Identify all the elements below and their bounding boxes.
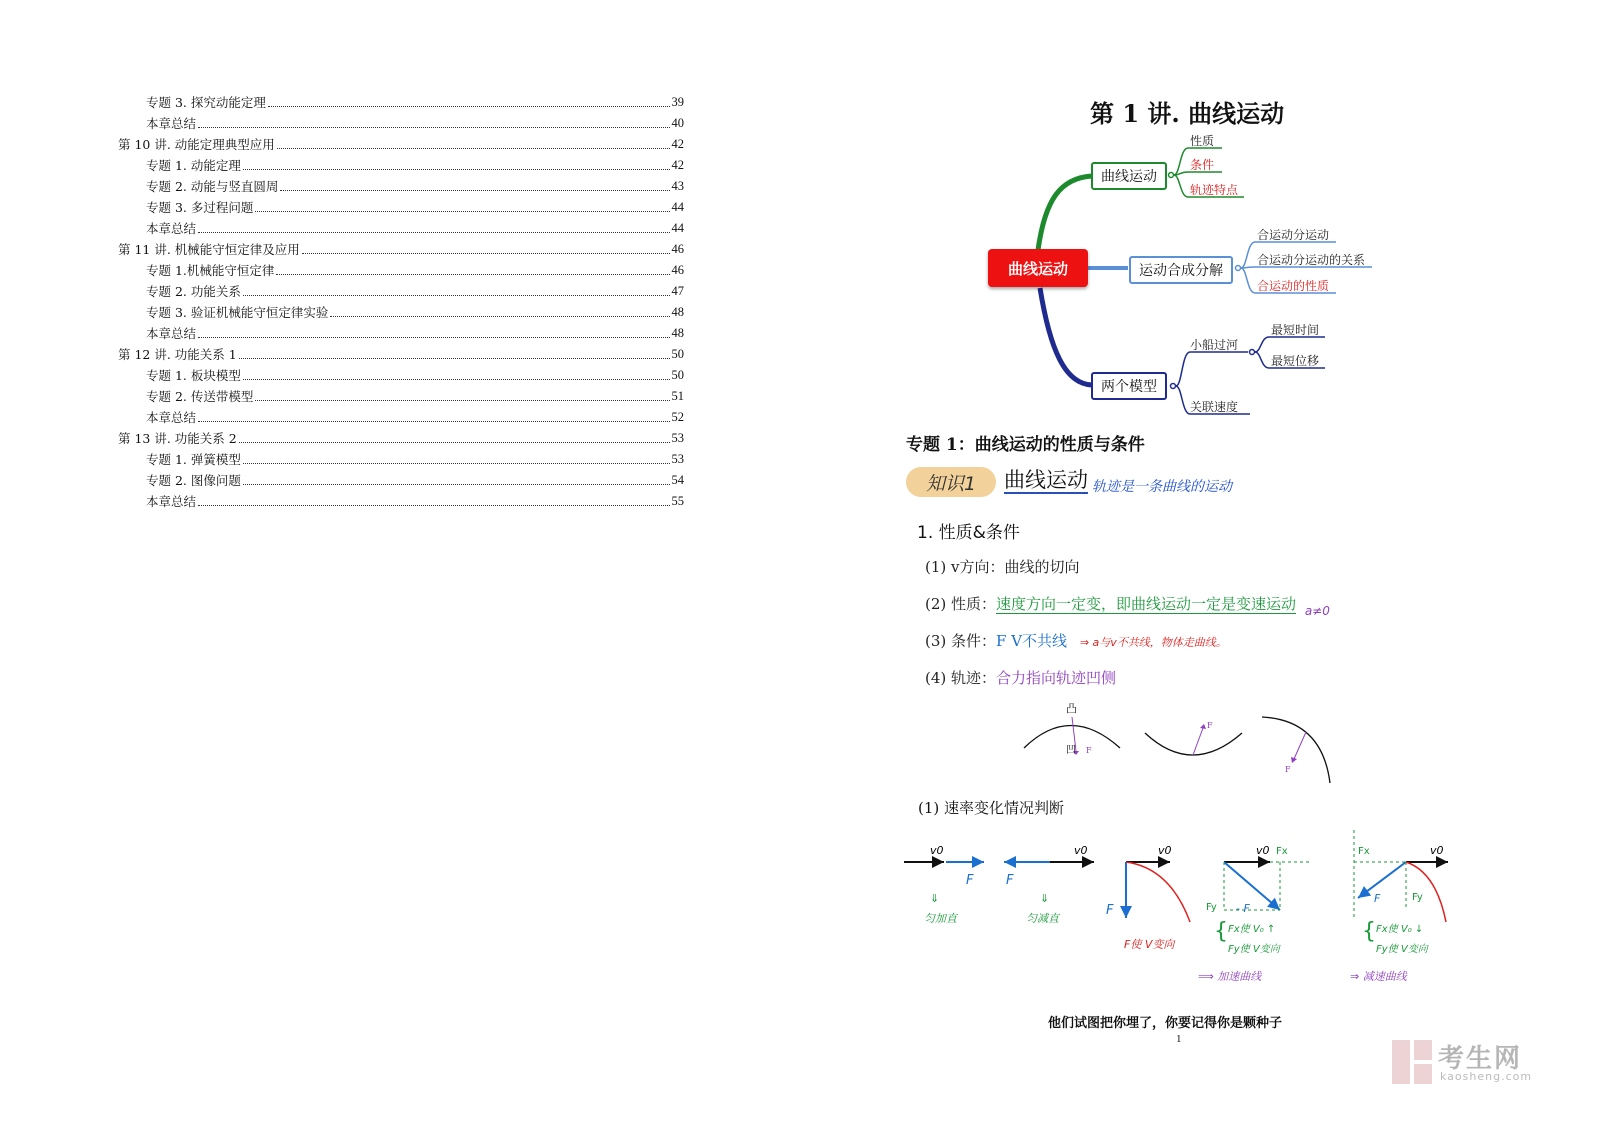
item-label: (2) 性质： — [925, 595, 997, 613]
speed-caption: (1) 速率变化情况判断 — [918, 799, 1065, 817]
toc-entry-title: 第 13 讲. 功能关系 2 — [118, 431, 237, 446]
toc-entry-page: 54 — [671, 473, 684, 487]
d5-F: F — [1374, 892, 1381, 905]
item-trajectory — [925, 667, 1116, 688]
connector-branch1 — [1038, 176, 1092, 250]
toc-entry-page: 42 — [671, 158, 684, 172]
mindmap-branch-models: 两个模型 — [1091, 372, 1167, 400]
toc-entry-page: 50 — [671, 368, 684, 382]
svg-text:⇓: ⇓ — [930, 892, 940, 905]
toc-entry-title: 本章总结 — [146, 494, 197, 509]
d5-v0: v0 — [1430, 844, 1444, 857]
toc-entry-title: 专题 1.机械能守恒定律 — [146, 263, 275, 278]
d1-note: 匀加直 — [924, 912, 957, 925]
leaf-shortest-time: 最短时间 — [1271, 323, 1320, 337]
speed-change-diagrams — [900, 830, 1460, 1005]
toc-entry-page: 52 — [671, 410, 684, 424]
force-label-3: F — [1285, 765, 1291, 774]
toc-entry-page: 50 — [671, 347, 684, 361]
item-label: (4) 轨迹： — [925, 669, 997, 687]
force-label-1: F — [1086, 746, 1092, 755]
toc-entry-title: 本章总结 — [146, 326, 197, 341]
leaf-shortest-displacement: 最短位移 — [1271, 354, 1320, 368]
d4-Fx: Fx — [1276, 846, 1288, 857]
d5-result: ⇒ 减速曲线 — [1350, 970, 1407, 983]
item-text: 曲线的切向 — [1004, 558, 1080, 576]
toc-entry-page: 46 — [671, 263, 684, 277]
toc-entry-page: 46 — [671, 242, 684, 256]
convex-label: 凸 — [1066, 702, 1077, 715]
item-note: ⇒ a与v不共线，物体走曲线。 — [1079, 636, 1227, 649]
toc-entry-page: 42 — [671, 137, 684, 151]
force-label-2: F — [1207, 721, 1213, 730]
knowledge-pill: 知识1 — [906, 467, 996, 497]
toc-entry-title: 专题 2. 动能与竖直圆周 — [146, 179, 279, 194]
curve-force-sketches — [1010, 695, 1350, 790]
leaf-boat-crossing: 小船过河 — [1190, 338, 1239, 352]
d4-note2: Fy使 V变向 — [1228, 944, 1280, 955]
svg-text:{: { — [1362, 919, 1376, 944]
toc-entry-title: 专题 2. 传送带模型 — [146, 389, 254, 404]
svg-text:{: { — [1214, 919, 1228, 944]
mindmap-root: 曲线运动 — [988, 249, 1088, 287]
d4-minusF: - F — [1236, 902, 1250, 915]
toc-entry-title: 本章总结 — [146, 221, 197, 236]
toc-entry-title: 专题 3. 验证机械能守恒定律实验 — [146, 305, 329, 320]
leaf-related-velocity: 关联速度 — [1190, 400, 1239, 414]
d3-note: F使 V变向 — [1124, 938, 1175, 951]
watermark-subtext: kaosheng.com — [1440, 1070, 1533, 1083]
toc-entry-page: 39 — [671, 95, 684, 109]
d4-result: ⟹ 加速曲线 — [1198, 970, 1262, 983]
d1-v0: v0 — [930, 844, 944, 857]
item-text: F V不共线 — [996, 632, 1068, 650]
toc-entry-title: 专题 2. 图像问题 — [146, 473, 241, 488]
d1-F: F — [966, 873, 974, 888]
leaf-trajectory: 轨迹特点 — [1190, 183, 1239, 197]
d4-Fy: Fy — [1206, 902, 1217, 913]
toc-entry-page: 48 — [671, 305, 684, 319]
toc-entry-title: 本章总结 — [146, 410, 197, 425]
d3-F: F — [1106, 903, 1114, 918]
d4-note1: Fx使 V₀ ↑ — [1228, 924, 1276, 935]
d2-v0: v0 — [1074, 844, 1088, 857]
toc-entry-title: 第 12 讲. 功能关系 1 — [118, 347, 237, 362]
toc-entry-page: 44 — [671, 221, 684, 235]
leaf-composite-nature: 合运动的性质 — [1257, 279, 1330, 293]
item-text: 合力指向轨迹凹侧 — [996, 669, 1117, 687]
item-label: (3) 条件： — [925, 632, 997, 650]
toc-entry-page: 44 — [671, 200, 684, 214]
toc-entry-page: 48 — [671, 326, 684, 340]
knowledge-title: 曲线运动 — [1004, 468, 1088, 492]
d3-v0: v0 — [1158, 844, 1172, 857]
toc-entry-page: 53 — [671, 431, 684, 445]
mindmap-branch-composition: 运动合成分解 — [1129, 256, 1233, 284]
toc-entry-page: 55 — [671, 494, 684, 508]
d5-note1: Fx使 V₀ ↓ — [1376, 924, 1424, 935]
toc-entry-title: 专题 1. 板块模型 — [146, 368, 241, 383]
item-text: 速度方向一定变，即曲线运动一定是变速运动 — [996, 595, 1297, 613]
item-condition — [925, 630, 1227, 651]
toc-entry-page: 51 — [671, 389, 684, 403]
item-label: (1) v方向： — [925, 558, 1005, 576]
toc-entry-page: 53 — [671, 452, 684, 466]
d2-note: 匀减直 — [1026, 912, 1059, 925]
mindmap-branch-curve-motion: 曲线运动 — [1091, 162, 1167, 190]
leaf-composite-relation: 合运动分运动的关系 — [1257, 253, 1366, 267]
page-number: 1 — [1176, 1033, 1182, 1045]
svg-text:⇓: ⇓ — [1040, 892, 1050, 905]
motto: 他们试图把你埋了，你要记得你是颗种子 — [1048, 1016, 1283, 1031]
toc-entry-title: 本章总结 — [146, 116, 197, 131]
connector-branch3 — [1040, 288, 1092, 385]
knowledge-handwritten-note: 轨迹是一条曲线的运动 — [1092, 479, 1232, 495]
toc-entry-title: 专题 2. 功能关系 — [146, 284, 241, 299]
leaf-property: 性质 — [1190, 134, 1215, 148]
toc-entry-title: 专题 3. 多过程问题 — [146, 200, 254, 215]
d4-v0: v0 — [1256, 844, 1270, 857]
d5-Fx: Fx — [1358, 846, 1370, 857]
item-note: a≠0 — [1304, 604, 1330, 618]
toc-entry-page: 40 — [671, 116, 684, 130]
toc-entry-title: 第 11 讲. 机械能守恒定律及应用 — [118, 242, 300, 257]
sub-heading: 1. 性质&条件 — [917, 523, 1020, 543]
leaf-condition: 条件 — [1190, 158, 1215, 172]
lecture-title: 第 1 讲. 曲线运动 — [1090, 99, 1285, 128]
d2-F: F — [1006, 873, 1014, 888]
toc-entry-page: 43 — [671, 179, 684, 193]
toc-entry-title: 专题 1. 弹簧模型 — [146, 452, 241, 467]
concave-label: 凹 — [1066, 745, 1076, 756]
d5-Fy: Fy — [1412, 892, 1423, 903]
section-title: 专题 1：曲线运动的性质与条件 — [906, 435, 1145, 455]
watermark-text: 考生网 — [1438, 1044, 1523, 1074]
item-velocity-direction — [925, 556, 1080, 577]
toc-entry-title: 专题 3. 探究动能定理 — [146, 95, 266, 110]
leaf-composite-component: 合运动分运动 — [1257, 228, 1330, 242]
toc-entry-page: 47 — [671, 284, 684, 298]
toc-entry-title: 第 10 讲. 动能定理典型应用 — [118, 137, 275, 152]
toc-entry-title: 专题 1. 动能定理 — [146, 158, 241, 173]
d5-note2: Fy使 V变向 — [1376, 944, 1428, 955]
item-property — [925, 593, 1330, 618]
